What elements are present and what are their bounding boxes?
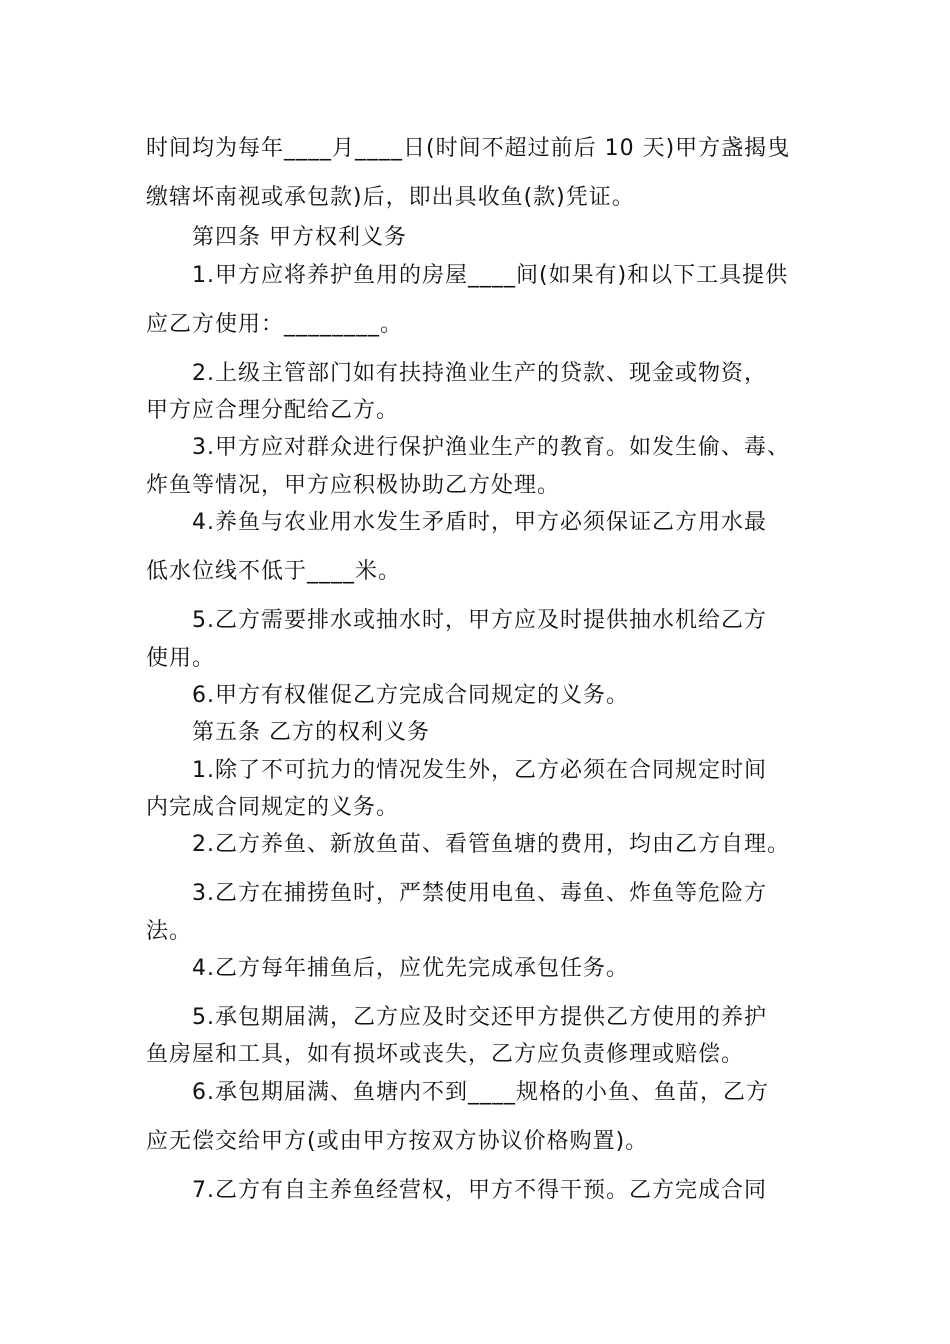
text-line: 3.乙方在捕捞鱼时，严禁使用电鱼、毒鱼、炸鱼等危险方 bbox=[192, 881, 767, 906]
text-line: 应乙方使用：________。 bbox=[146, 312, 404, 337]
text-line: 2.上级主管部门如有扶持渔业生产的贷款、现金或物资， bbox=[192, 361, 767, 386]
section-heading: 第五条 乙方的权利义务 bbox=[192, 720, 430, 745]
text-line: 1.甲方应将养护鱼用的房屋____间(如果有)和以下工具提供 bbox=[192, 263, 789, 288]
text-line: 4.养鱼与农业用水发生矛盾时，甲方必须保证乙方用水最 bbox=[192, 510, 767, 535]
text-line: 7.乙方有自主养鱼经营权，甲方不得干预。乙方完成合同 bbox=[192, 1178, 767, 1203]
text-line: 5.承包期届满，乙方应及时交还甲方提供乙方使用的养护 bbox=[192, 1005, 767, 1030]
text-line: 4.乙方每年捕鱼后，应优先完成承包任务。 bbox=[192, 956, 629, 981]
text-line: 内完成合同规定的义务。 bbox=[146, 795, 400, 820]
text-line: 应无偿交给甲方(或由甲方按双方协议价格购置)。 bbox=[146, 1129, 649, 1154]
text-line: 6.承包期届满、鱼塘内不到____规格的小鱼、鱼苗，乙方 bbox=[192, 1080, 769, 1105]
text-line: 2.乙方养鱼、新放鱼苗、看管鱼塘的费用，均由乙方自理。 bbox=[192, 832, 790, 857]
text-line: 法。 bbox=[146, 919, 193, 944]
text-line: 1.除了不可抗力的情况发生外，乙方必须在合同规定时间 bbox=[192, 758, 767, 783]
text-line: 低水位线不低于____米。 bbox=[146, 559, 402, 584]
text-line: 使用。 bbox=[146, 646, 216, 671]
text-line: 甲方应合理分配给乙方。 bbox=[146, 398, 400, 423]
text-line: 炸鱼等情况，甲方应积极协助乙方处理。 bbox=[146, 473, 561, 498]
section-heading: 第四条 甲方权利义务 bbox=[192, 225, 407, 250]
text-line: 鱼房屋和工具，如有损坏或丧失，乙方应负责修理或赔偿。 bbox=[146, 1042, 745, 1067]
text-line: 5.乙方需要排水或抽水时，甲方应及时提供抽水机给乙方 bbox=[192, 608, 767, 633]
text-line: 时间均为每年____月____日(时间不超过前后 10 天)甲方盏揭曳 bbox=[146, 136, 791, 161]
text-line: 缴辖坏南视或承包款)后，即出具收鱼(款)凭证。 bbox=[146, 185, 635, 210]
text-line: 3.甲方应对群众进行保护渔业生产的教育。如发生偷、毒、 bbox=[192, 435, 790, 460]
text-line: 6.甲方有权催促乙方完成合同规定的义务。 bbox=[192, 683, 629, 708]
